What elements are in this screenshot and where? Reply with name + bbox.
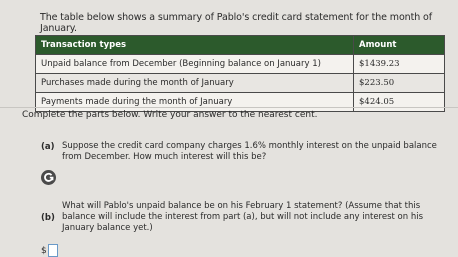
- refresh-answer-icon[interactable]: [41, 170, 56, 185]
- answer-input-row: [41, 244, 58, 257]
- header-transaction-types: Transaction types: [36, 36, 354, 55]
- table-header-row: [36, 36, 445, 55]
- part-a-question: [62, 141, 437, 163]
- refresh-icon-glyph: [43, 172, 54, 183]
- table-row: [36, 55, 445, 74]
- part-b-question: [62, 201, 423, 234]
- row-amount: $223.50: [354, 74, 445, 93]
- row-label: Payments made during the month of January: [36, 93, 354, 112]
- row-amount: $424.05: [354, 93, 445, 112]
- part-a-line-1: Suppose the credit card company charges 1.6% monthly interest on the unpaid balance: [62, 141, 437, 151]
- part-b-tag: (b): [41, 213, 55, 223]
- part-a-line-2: from December. How much interest will this be?: [62, 152, 267, 162]
- dollar-sign: $: [41, 245, 47, 256]
- summary-table: [35, 35, 445, 112]
- table-row: [36, 74, 445, 93]
- row-amount: $1439.23: [354, 55, 445, 74]
- header-amount: Amount: [354, 36, 445, 55]
- section-divider: [0, 107, 458, 108]
- answer-input[interactable]: [48, 244, 58, 257]
- instructions-text: Complete the parts below. Write your answer to the nearest cent.: [22, 110, 318, 120]
- part-b-line-2: balance will include the interest from part (a), but will not include any interest on his: [62, 212, 424, 222]
- row-label: Purchases made during the month of January: [36, 74, 354, 93]
- intro-text: The table below shows a summary of Pablo's credit card statement for the month of January.: [40, 12, 433, 34]
- row-label: Unpaid balance from December (Beginning balance on January 1): [36, 55, 354, 74]
- part-a-tag: (a): [41, 142, 55, 152]
- table-row: [36, 93, 445, 112]
- part-b-line-3: January balance yet.): [62, 223, 153, 233]
- part-b-line-1: What will Pablo's unpaid balance be on his February 1 statement? (Assume that this: [62, 201, 421, 211]
